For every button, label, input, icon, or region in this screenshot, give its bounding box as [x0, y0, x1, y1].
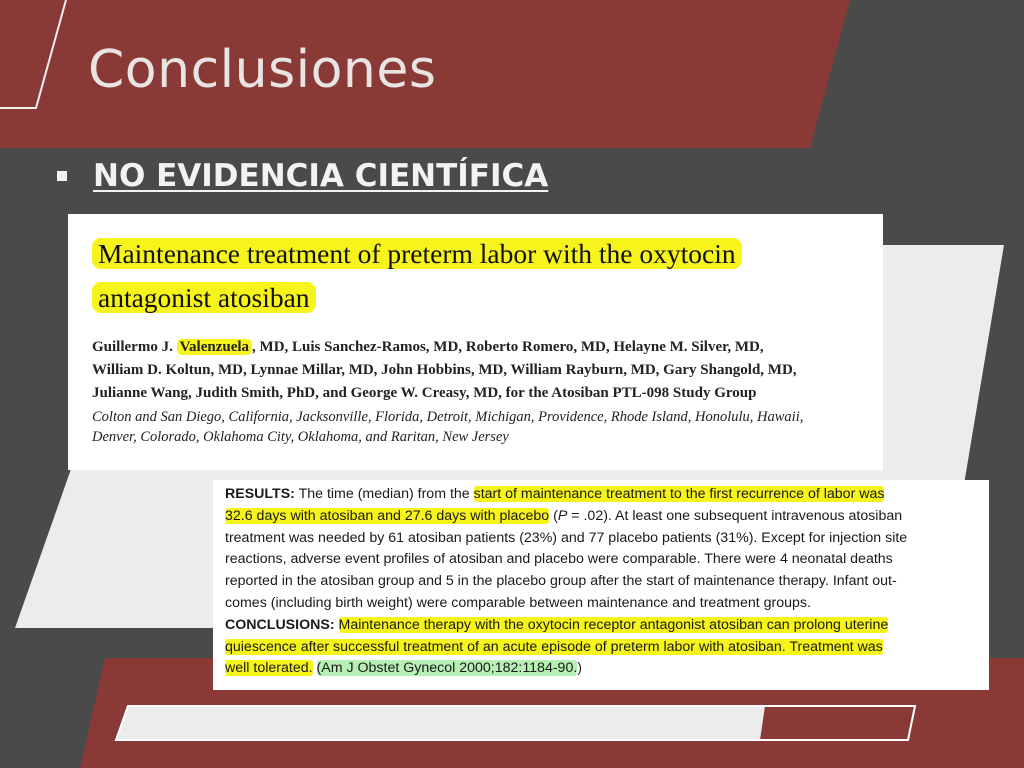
bullet-text: NO EVIDENCIA CIENTÍFICA — [93, 158, 549, 194]
paper-title-line1: Maintenance treatment of preterm labor with the oxytocin — [92, 238, 742, 269]
highlighted-text: start of maintenance treatment to the first recurrence of labor was — [473, 486, 885, 502]
paper-title-line2: antagonist atosiban — [92, 282, 316, 313]
conclusions-label: CONCLUSIONS: — [225, 616, 335, 633]
abstract-line: treatment was needed by 61 atosiban patients (23%) and 77 placebo patients (31%). Except for injection site — [225, 529, 908, 546]
authors-line1-rest: , MD, Luis Sanchez-Ramos, MD, Roberto Romero, MD, Helayne M. Silver, MD, — [252, 339, 764, 355]
abstract-text: ( — [549, 507, 558, 524]
slide-title: Conclusiones — [88, 40, 437, 100]
highlighted-text: well tolerated. — [225, 660, 313, 677]
authors-line1-first: Guillermo J. — [92, 339, 177, 355]
highlighted-text: 32.6 days with atosiban and 27.6 days with placebo — [225, 507, 550, 524]
authors-highlighted-name: Valenzuela — [177, 339, 252, 355]
citation-highlight: (Am J Obstet Gynecol 2000;182:1184-90. — [316, 660, 578, 677]
paper-header-excerpt — [68, 214, 883, 470]
abstract-line: reactions, adverse event profiles of atosiban and placebo were comparable. There were 4 neonatal deaths — [225, 551, 893, 568]
highlighted-text: quiescence after successful treatment of an acute episode of preterm labor with atosiban. Treatment was — [225, 638, 883, 655]
abstract-text: ) — [577, 660, 583, 677]
paper-authors — [92, 336, 869, 405]
p-value-symbol: P — [557, 507, 568, 524]
square-bullet-icon — [57, 171, 67, 181]
abstract-text: = .02). At least one subsequent intravenous atosiban — [567, 507, 903, 524]
abstract-line — [225, 658, 989, 680]
paper-affiliation — [92, 407, 869, 447]
abstract-line — [225, 615, 989, 637]
abstract-line — [225, 484, 989, 506]
authors-line2: William D. Koltun, MD, Lynnae Millar, MD, John Hobbins, MD, William Rayburn, MD, Gary Shangold, MD, — [92, 362, 797, 378]
abstract-excerpt — [213, 480, 989, 690]
abstract-line: comes (including birth weight) were comparable between maintenance and treatment groups. — [225, 594, 811, 611]
abstract-line — [225, 637, 989, 659]
highlighted-text: Maintenance therapy with the oxytocin receptor antagonist atosiban can prolong uterine — [338, 616, 889, 633]
abstract-line — [225, 506, 989, 528]
paper-title — [92, 232, 869, 320]
affiliation-line1: Colton and San Diego, California, Jacksonville, Florida, Detroit, Michigan, Providence, Rhode Island, Honolulu, Hawaii, — [92, 409, 804, 425]
abstract-text: The time (median) from the — [294, 486, 474, 502]
bullet-item — [57, 158, 548, 194]
footer-bar-accent — [760, 706, 915, 740]
affiliation-line2: Denver, Colorado, Oklahoma City, Oklahoma, and Raritan, New Jersey — [92, 429, 509, 445]
authors-line3: Julianne Wang, Judith Smith, PhD, and George W. Creasy, MD, for the Atosiban PTL-098 Study Group — [92, 385, 757, 401]
results-label: RESULTS: — [225, 486, 295, 502]
abstract-line: reported in the atosiban group and 5 in the placebo group after the start of maintenance therapy. Infant out- — [225, 573, 897, 590]
